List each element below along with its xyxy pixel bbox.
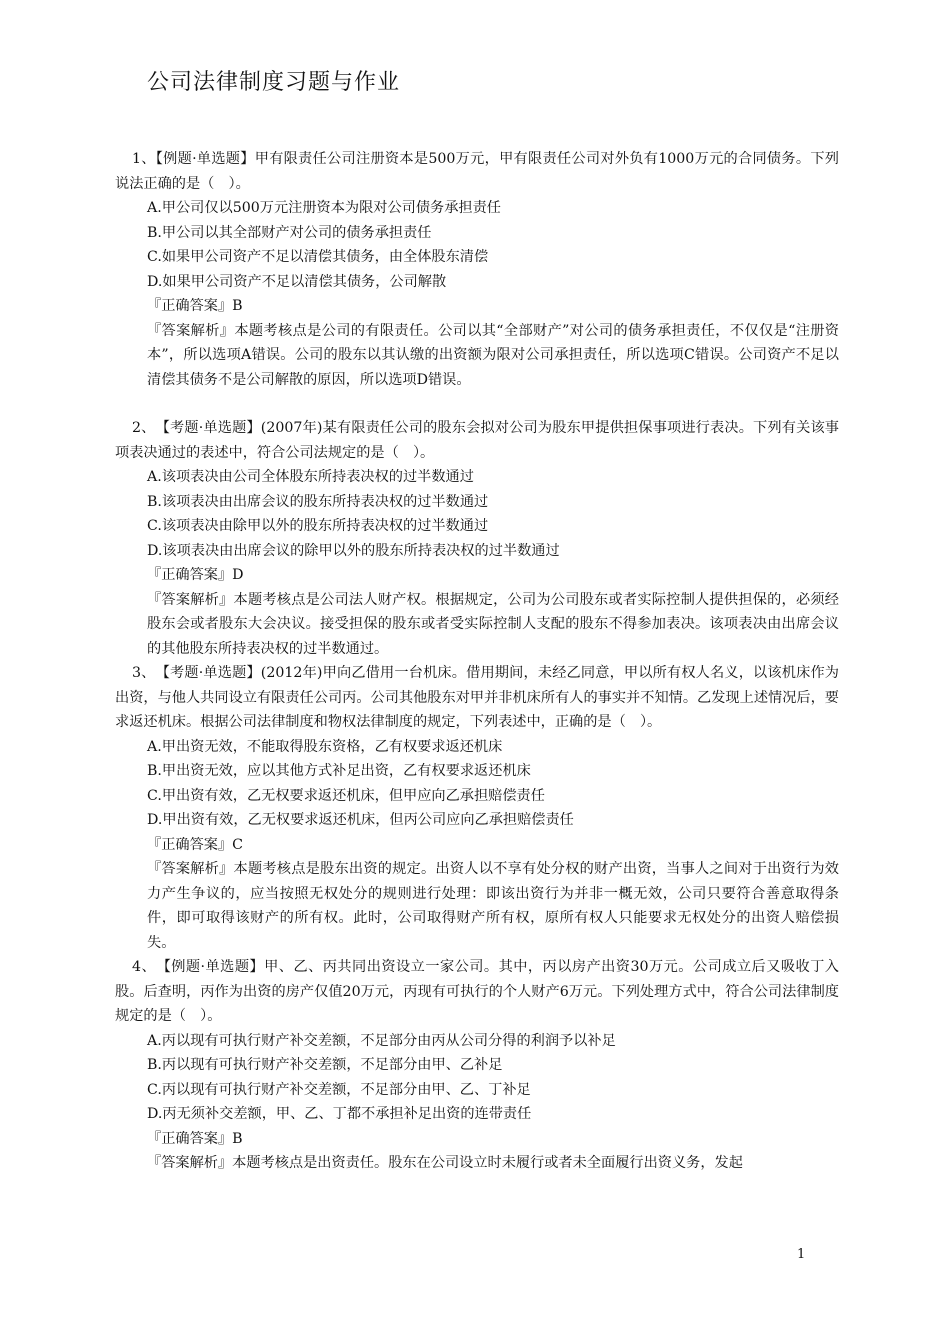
question-1 bbox=[115, 147, 839, 392]
option-b: B.甲公司以其全部财产对公司的债务承担责任 bbox=[147, 224, 432, 241]
correct-answer: 『正确答案』B bbox=[147, 1130, 243, 1147]
question-stem: 4、 【例题·单选题】甲、乙、丙共同出资设立一家公司。其中，丙以房产出资30万元。公司成立后又吸收丁入股。后查明，丙作为出资的房产仅值20万元，丙现有可执行的个人财产6万元。下列处理方式中，符合公司法律制度规定的是（ ）。 bbox=[115, 959, 839, 1024]
question-4 bbox=[115, 955, 839, 1176]
option-d: D.甲出资有效，乙无权要求返还机床，但丙公司应向乙承担赔偿责任 bbox=[147, 812, 574, 828]
option-b: B.丙以现有可执行财产补交差额，不足部分由甲、乙补足 bbox=[147, 1057, 503, 1073]
option-b: B.该项表决由出席会议的股东所持表决权的过半数通过 bbox=[147, 493, 489, 510]
correct-answer: 『正确答案』C bbox=[147, 836, 243, 853]
option-c: C.该项表决由除甲以外的股东所持表决权的过半数通过 bbox=[147, 518, 489, 534]
question-stem: 3、 【考题·单选题】(2012年)甲向乙借用一台机床。借用期间，未经乙同意，甲以所有权人名义，以该机床作为出资，与他人共同设立有限责任公司丙。公司其他股东对甲并非机床所有人的事实并不知情。乙发现上述情况后，要求返还机床。根据公司法律制度和物权法律制度的规定，下列表述中，正确的是（ ）。 bbox=[115, 665, 839, 730]
option-c: C.丙以现有可执行财产补交差额，不足部分由甲、乙、丁补足 bbox=[147, 1081, 531, 1098]
document-body bbox=[115, 147, 839, 1176]
option-c: C.如果甲公司资产不足以清偿其债务，由全体股东清偿 bbox=[147, 249, 489, 265]
option-d: D.丙无须补交差额，甲、乙、丁都不承担补足出资的连带责任 bbox=[147, 1106, 532, 1122]
document-title: 公司法律制度习题与作业 bbox=[147, 70, 401, 95]
correct-answer: 『正确答案』D bbox=[147, 567, 244, 583]
question-3 bbox=[115, 661, 839, 955]
option-a: A.甲公司仅以500万元注册资本为限对公司债务承担责任 bbox=[147, 200, 501, 216]
answer-analysis: 『答案解析』本题考核点是公司的有限责任。公司以其“全部财产”对公司的债务承担责任，不仅仅是“注册资本”，所以选项A错误。公司的股东以其认缴的出资额为限对公司承担责任，所以选项C错误。公司资产不足以清偿其债务不是公司解散的原因，所以选项D错误。 bbox=[147, 322, 839, 388]
option-b: B.甲出资无效，应以其他方式补足出资，乙有权要求返还机床 bbox=[147, 763, 531, 779]
option-a: A.甲出资无效，不能取得股东资格，乙有权要求返还机床 bbox=[147, 738, 503, 755]
page-number: 1 bbox=[797, 1247, 806, 1262]
answer-analysis: 『答案解析』本题考核点是公司法人财产权。根据规定，公司为公司股东或者实际控制人提供担保的，必须经股东会或者股东大会决议。接受担保的股东或者受实际控制人支配的股东不得参加表决。该项表决由出席会议的其他股东所持表决权的过半数通过。 bbox=[147, 591, 839, 657]
answer-analysis: 『答案解析』本题考核点是股东出资的规定。出资人以不享有处分权的财产出资，当事人之间对于出资行为效力产生争议的，应当按照无权处分的规则进行处理：即该出资行为并非一概无效，公司只要符合善意取得条件，即可取得该财产的所有权。此时，公司取得财产所有权，原所有权人只能要求无权处分的出资人赔偿损失。 bbox=[147, 861, 839, 951]
option-a: A.丙以现有可执行财产补交差额，不足部分由丙从公司分得的利润予以补足 bbox=[147, 1032, 616, 1049]
correct-answer: 『正确答案』B bbox=[147, 298, 243, 314]
option-d: D.该项表决由出席会议的除甲以外的股东所持表决权的过半数通过 bbox=[147, 542, 560, 559]
question-2 bbox=[115, 416, 839, 661]
answer-analysis: 『答案解析』本题考核点是出资责任。股东在公司设立时未履行或者未全面履行出资义务，发起 bbox=[147, 1155, 743, 1171]
option-d: D.如果甲公司资产不足以清偿其债务，公司解散 bbox=[147, 273, 447, 290]
option-c: C.甲出资有效，乙无权要求返还机床，但甲应向乙承担赔偿责任 bbox=[147, 787, 545, 804]
option-a: A.该项表决由公司全体股东所持表决权的过半数通过 bbox=[147, 469, 474, 485]
question-stem: 2、 【考题·单选题】(2007年)某有限责任公司的股东会拟对公司为股东甲提供担保事项进行表决。下列有关该事项表决通过的表述中，符合公司法规定的是（ ）。 bbox=[115, 420, 839, 461]
question-stem: 1、【例题·单选题】甲有限责任公司注册资本是500万元，甲有限责任公司对外负有1000万元的合同债务。下列说法正确的是（ ）。 bbox=[115, 151, 839, 192]
